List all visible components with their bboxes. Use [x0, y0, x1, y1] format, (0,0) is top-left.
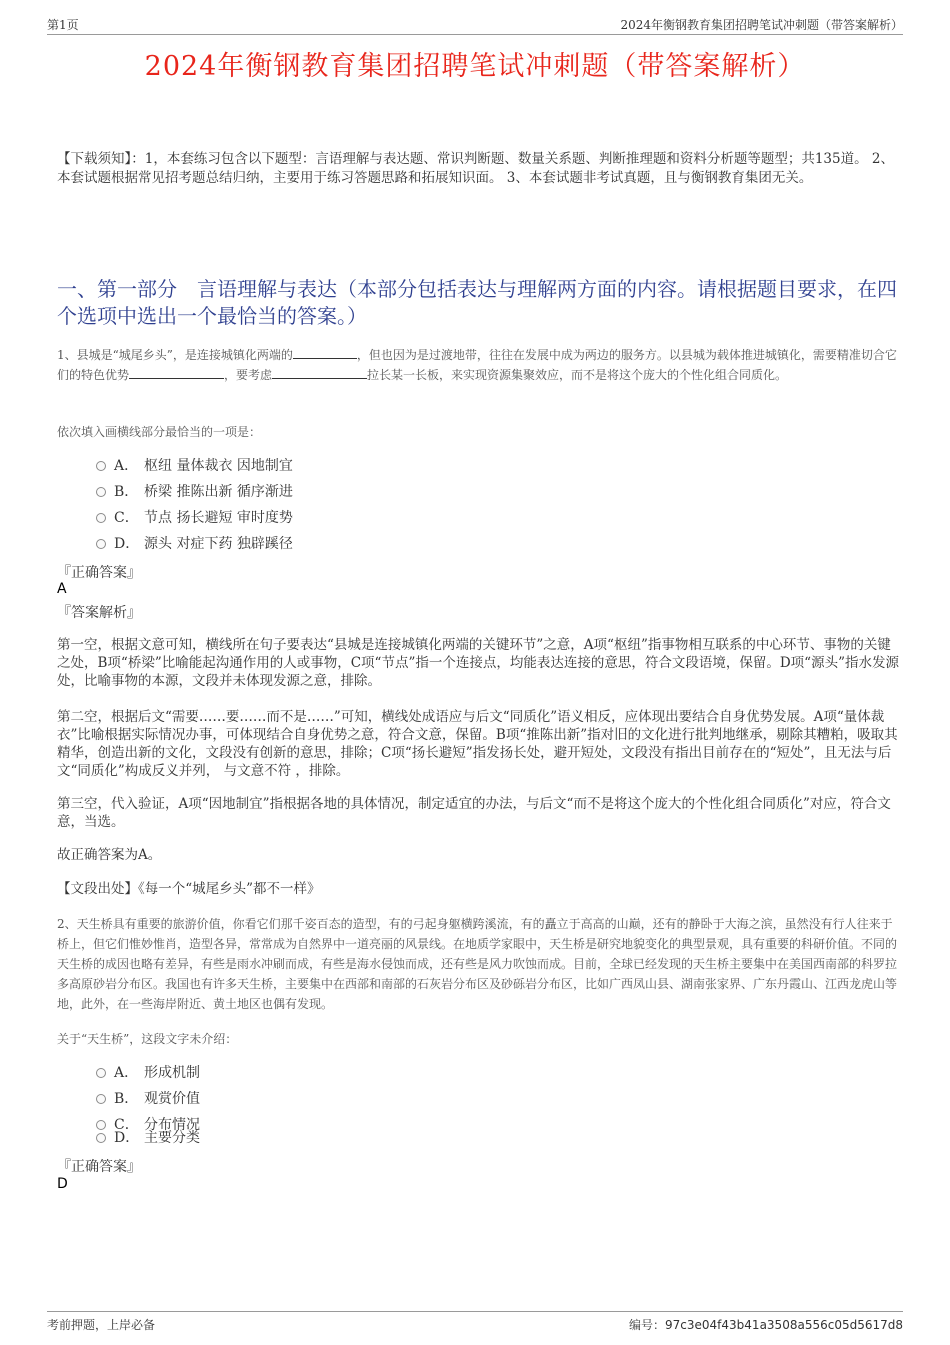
blank-3 — [272, 366, 367, 379]
radio-icon[interactable] — [96, 461, 106, 471]
option-letter: D． — [114, 536, 140, 552]
option-letter: B． — [114, 484, 139, 500]
q2-answer-label: 『正确答案』 — [57, 1159, 141, 1175]
section-heading: 一、第一部分 言语理解与表达（本部分包括表达与理解两方面的内容。请根据题目要求，在四个选项中选出一个最恰当的答案。） — [57, 277, 897, 328]
footer-code-value: 97c3e04f43b41a3508a556c05d5617d8 — [665, 1318, 903, 1332]
option-letter: D． — [114, 1130, 140, 1146]
question-1-prompt: 依次填入画横线部分最恰当的一项是： — [57, 425, 262, 439]
q1-answer-label: 『正确答案』 — [57, 565, 141, 581]
q1-text-part: ，但也因为是过渡地带，往往在发展中成为两边的服务方。以县城为载体推进城镇化，需要精准切合它们的特色优势 — [57, 348, 897, 382]
option-text: 主要分类 — [144, 1130, 200, 1146]
q2-answer: D — [57, 1176, 68, 1192]
page-number: 第1页 — [47, 18, 79, 32]
footer-code-label: 编号： — [629, 1318, 666, 1332]
q2-option-d[interactable] — [96, 1128, 200, 1148]
option-letter: B． — [114, 1091, 139, 1107]
option-text: 桥梁 推陈出新 循序渐进 — [144, 484, 293, 500]
q1-answer: A — [57, 581, 67, 597]
option-text: 源头 对症下药 独辟蹊径 — [144, 536, 293, 552]
question-2-prompt: 关于“天生桥”，这段文字未介绍： — [57, 1032, 238, 1046]
q2-option-b[interactable] — [96, 1089, 200, 1109]
option-text: 观赏价值 — [144, 1091, 200, 1107]
q1-text-part: ，要考虑 — [224, 368, 273, 382]
radio-icon[interactable] — [96, 539, 106, 549]
q1-source: 【文段出处】《每一个“城尾乡头”都不一样》 — [57, 881, 321, 897]
q2-option-a[interactable] — [96, 1063, 200, 1083]
option-text: 形成机制 — [144, 1065, 200, 1081]
q1-analysis-paragraph-4: 故正确答案为A。 — [57, 847, 162, 863]
question-1-text — [57, 345, 902, 385]
option-text: 分布情况 — [144, 1117, 200, 1133]
radio-icon[interactable] — [96, 1133, 106, 1143]
footer-code — [629, 1316, 903, 1333]
radio-icon[interactable] — [96, 1068, 106, 1078]
option-text: 节点 扬长避短 审时度势 — [144, 510, 293, 526]
option-letter: C． — [114, 510, 139, 526]
option-letter: A． — [114, 458, 139, 474]
q1-analysis-label: 『答案解析』 — [57, 605, 141, 621]
q1-option-b[interactable] — [96, 482, 293, 502]
radio-icon[interactable] — [96, 513, 106, 523]
document-title: 2024年衡钢教育集团招聘笔试冲刺题（带答案解析） — [144, 51, 806, 82]
radio-icon[interactable] — [96, 1094, 106, 1104]
download-notice: 【下载须知】：1，本套练习包含以下题型：言语理解与表达题、常识判断题、数量关系题、判断推理题和资料分析题等题型；共135道。 2、本套试题根据常见招考题总结归纳，主要用于练习答题思路和拓展知识面。 3、本套试题非考试真题，且与衡钢教育集团无关。 — [57, 151, 894, 186]
header-doc-title: 2024年衡钢教育集团招聘笔试冲刺题（带答案解析） — [620, 18, 903, 32]
option-text: 枢纽 量体裁衣 因地制宜 — [144, 458, 293, 474]
option-letter: C． — [114, 1117, 139, 1133]
blank-1 — [293, 346, 357, 359]
q1-analysis-paragraph-2: 第二空，根据后文“需要……要……而不是……”可知，横线处成语应与后文“同质化”语义相反，应体现出要结合自身优势发展。A项“量体裁衣”比喻根据实际情况办事，可体现结合自身优势之意，符合文意，保留。B项“推陈出新”指对旧的文化进行批判地继承，剔除其糟粕，吸取其精华，创造出新的文化，文段没有创新的意思，排除；C项“扬长避短”指发扬长处，避开短处，文段没有指出目前存在的“短处”，且无法与后文“同质化”构成反义并列， 与文意不符 ，排除。 — [57, 709, 898, 779]
option-letter: A． — [114, 1065, 139, 1081]
page-header — [47, 14, 903, 35]
blank-2 — [129, 366, 224, 379]
question-2-text: 2、天生桥具有重要的旅游价值，你看它们那千姿百态的造型，有的弓起身躯横跨溪流，有的矗立于高高的山巅，还有的静卧于大海之滨，虽然没有行人往来于桥上，但它们惟妙惟肖，造型各异，常常成为自然界中一道亮丽的风景线。在地质学家眼中，天生桥是研究地貌变化的典型景观，具有重要的科研价值。不同的天生桥的成因也略有差异，有些是雨水冲刷而成，有些是海水侵蚀而成，还有些是风力吹蚀而成。目前，全球已经发现的天生桥主要集中在美国西南部的科罗拉多高原砂岩分布区。我国也有许多天生桥，主要集中在西部和南部的石灰岩分布区及砂砾岩分布区，比如广西凤山县、湖南张家界、广东丹霞山、江西龙虎山等地，此外，在一些海岸附近、黄土地区也偶有发现。 — [57, 917, 898, 1011]
q1-option-d[interactable] — [96, 534, 293, 554]
q1-option-a[interactable] — [96, 456, 293, 476]
q1-option-c[interactable] — [96, 508, 293, 528]
q1-text-part: 拉长某一长板，来实现资源集聚效应，而不是将这个庞大的个性化组合同质化。 — [367, 368, 788, 382]
footer-slogan: 考前押题，上岸必备 — [47, 1318, 156, 1332]
page-footer — [47, 1311, 903, 1332]
q1-analysis-paragraph-3: 第三空，代入验证，A项“因地制宜”指根据各地的具体情况，制定适宜的办法，与后文“而不是将这个庞大的个性化组合同质化”对应，符合文意，当选。 — [57, 796, 891, 830]
q1-text-part: 1、县城是“城尾乡头”，是连接城镇化两端的 — [57, 348, 293, 362]
q1-analysis-paragraph-1: 第一空，根据文意可知，横线所在句子要表达“县城是连接城镇化两端的关键环节”之意，A项“枢纽”指事物相互联系的中心环节、事物的关键之处，B项“桥梁”比喻能起沟通作用的人或事物，C项“节点”指一个连接点，均能表达连接的意思，符合文段语境，保留。D项“源头”指水发源处，比喻事物的本源，文段并未体现发源之意，排除。 — [57, 637, 899, 689]
radio-icon[interactable] — [96, 487, 106, 497]
